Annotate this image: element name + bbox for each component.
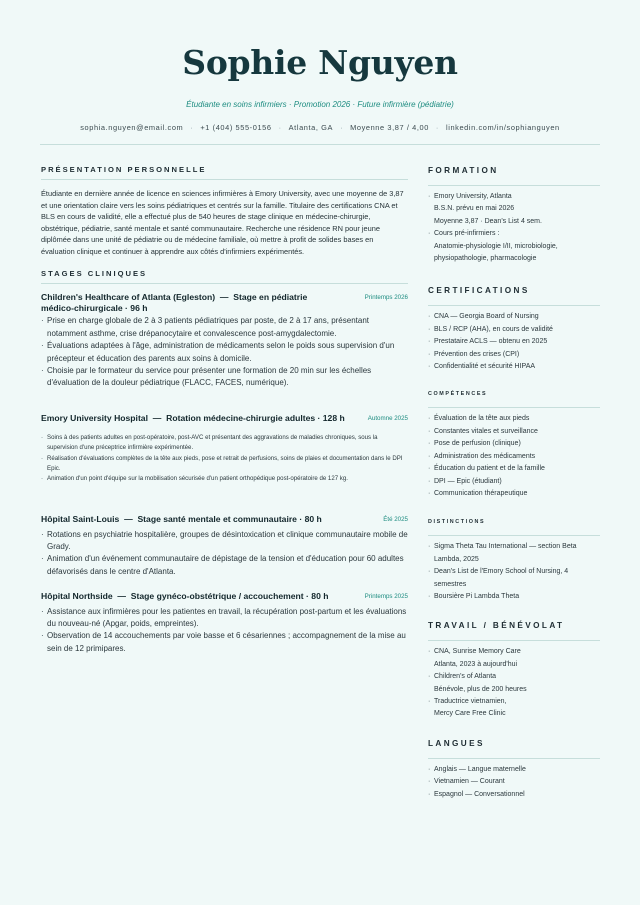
section-title: DISTINCTIONS: [428, 519, 486, 526]
contact-line: [40, 122, 600, 133]
job-entry: [41, 514, 408, 578]
job-entry: [41, 413, 408, 484]
job-role: Stage gynéco-obstétrique / accouchement · 80 h: [130, 591, 329, 602]
job-dash: —: [117, 591, 126, 602]
list-item: [428, 228, 600, 265]
list-item: · Espagnol — Conversationnel: [428, 789, 600, 801]
list-item: · Animation d'un point d'équipe sur la mobilisation sécurisée d'un patient orthopédique post-opératoire de 127 kg.: [41, 474, 408, 484]
job-date: Printemps 2026: [364, 293, 408, 301]
list-item: [428, 671, 600, 696]
list-item: [428, 591, 600, 603]
certifications-section: [428, 285, 600, 373]
job-place: Hôpital Saint-Louis: [41, 514, 120, 525]
list-item: · CNA — Georgia Board of Nursing: [428, 311, 600, 323]
contact-linkedin[interactable]: linkedin.com/in/sophianguyen: [445, 123, 560, 132]
section-title: FORMATION: [428, 166, 499, 175]
section-title: PRÉSENTATION PERSONNELLE: [41, 165, 207, 174]
job-place: Children's Healthcare of Atlanta (Egleston): [41, 291, 216, 302]
list-item: · Réalisation d'évaluations complètes de la tête aux pieds, pose et retrait de perfusions, soins de plaies et documentation dans le DPI Epic.: [41, 454, 408, 474]
job-date: Printemps 2025: [364, 593, 408, 601]
list-item: · Anglais — Langue maternelle: [428, 764, 600, 776]
job-dash: —: [124, 514, 133, 525]
job-role: Stage en pédiatrie médico-chirurgicale · 96 h: [41, 291, 308, 313]
experience-section: [41, 269, 408, 656]
section-divider: [428, 305, 600, 306]
job-dash: —: [152, 412, 162, 423]
contact-separator: ·: [340, 123, 344, 132]
formation-line: Anatomie-physiologie I/II, microbiologie,: [434, 242, 558, 250]
job-title: [41, 591, 361, 602]
section-divider: [428, 758, 600, 759]
section-title: COMPÉTENCES: [428, 391, 488, 398]
list-item: · Prévention des crises (CPI): [428, 349, 600, 361]
contact-separator: ·: [278, 123, 282, 132]
job-bullets: [41, 315, 408, 389]
job-entry: [41, 292, 408, 390]
formation-line: Emory University, Atlanta: [434, 193, 512, 200]
job-title: [41, 292, 341, 315]
section-title: CERTIFICATIONS: [428, 286, 530, 296]
formation-line: Cours pré-infirmiers :: [434, 230, 500, 238]
main-column: [41, 165, 408, 655]
contact-separator: ·: [190, 123, 194, 132]
sidebar-column: [428, 165, 600, 801]
list-item: · Vietnamien — Courant: [428, 776, 600, 788]
summary-section: [41, 165, 408, 258]
distinction-line: semestres: [434, 580, 467, 588]
summary-text: Étudiante en dernière année de licence en sciences infirmières à Emory University, avec une moyenne de 3,87 et une orientation claire vers les soins pédiatriques et centrés sur la famille. Titulaire des certifications CNA et BLS en cours de validité, elle a effectué plus de 540 heures de stage clinique en médecine-chirurgie, obstétrique, pédiatrie, santé mentale et santé communautaire. Recherche une résidence RN pour jeune diplômée dans une unité de pédiatrie ou de médecine familiale, où mettre à profit de solides bases en évaluation clinique et continuer à apprendre aux côtés d'infirmiers expérimentés.: [41, 189, 404, 256]
list-item: · Animation d'un événement communautaire de dépistage de la tension et d'éducation pour 60 adultes défavorisés dans le centre d'Atlanta.: [41, 553, 408, 578]
job-place: Hôpital Northside: [41, 591, 113, 602]
distinctions-section: [428, 518, 600, 603]
travail-line: Atlanta, 2023 à aujourd'hui: [434, 660, 518, 668]
competences-list: [428, 413, 600, 500]
travail-line: CNA, Sunrise Memory Care: [434, 648, 521, 656]
list-item: · Évaluation de la tête aux pieds: [428, 413, 600, 425]
list-item: · Rotations en psychiatrie hospitalière, groupes de désintoxication et clinique communautaire mobile de Grady.: [41, 529, 408, 554]
list-item: · Prise en charge globale de 2 à 3 patients pédiatriques par poste, de 2 à 17 ans, présentant notamment asthme, crise drépanocytaire et convalescence post-amygdalectomie.: [41, 315, 408, 340]
job-date: Automne 2025: [367, 414, 408, 422]
distinction-line: Lambda, 2025: [434, 555, 479, 563]
section-divider: [428, 407, 600, 408]
list-item: · Observation de 14 accouchements par voie basse et 6 césariennes ; accompagnement de la mise au sein de 12 primipares.: [41, 630, 408, 655]
formation-list: [428, 191, 600, 265]
job-dash: —: [219, 291, 229, 302]
candidate-tagline: Étudiante en soins infirmiers · Promotion 2026 · Future infirmière (pédiatrie): [186, 100, 454, 109]
travail-list: [428, 646, 600, 720]
list-item: [428, 566, 600, 591]
job-bullets: [41, 433, 408, 484]
list-item: · Évaluations adaptées à l'âge, administration de médicaments selon le poids sous supervision d'un précepteur et éducation des parents aux soins à domicile.: [41, 340, 408, 365]
formation-line: Moyenne 3,87 · Dean's List 4 sem.: [434, 217, 542, 225]
job-title: [41, 514, 331, 525]
certifications-list: [428, 311, 600, 373]
formation-section: [428, 165, 600, 265]
job-place: Emory University Hospital: [41, 412, 148, 423]
list-item: · BLS / RCP (AHA), en cours de validité: [428, 324, 600, 336]
list-item: · Administration des médicaments: [428, 451, 600, 463]
job-date: Été 2025: [383, 516, 408, 524]
list-item: [428, 696, 600, 721]
travail-section: [428, 620, 600, 720]
job-entry: [41, 591, 408, 655]
list-item: [428, 191, 600, 228]
formation-line: physiopathologie, pharmacologie: [434, 255, 537, 263]
candidate-name: Sophie Nguyen: [182, 43, 458, 82]
distinctions-list: [428, 541, 600, 603]
section-divider: [41, 179, 408, 180]
job-title: [41, 413, 361, 424]
list-item: · Soins à des patients adultes en post-opératoire, post-AVC et présentant des aggravations de maladies chroniques, sous la supervision d'une préceptrice infirmière expérimentée.: [41, 433, 408, 453]
header-divider: [40, 144, 600, 145]
list-item: [428, 646, 600, 671]
list-item: · DPI — Epic (étudiant): [428, 476, 600, 488]
job-bullets: [41, 606, 408, 656]
list-item: · Confidentialité et sécurité HIPAA: [428, 361, 600, 373]
job-role: Rotation médecine-chirurgie adultes · 128 h: [166, 412, 345, 423]
travail-line: Traductrice vietnamien,: [434, 697, 507, 705]
travail-line: Mercy Care Free Clinic: [434, 710, 506, 718]
list-item: · Communication thérapeutique: [428, 488, 600, 500]
list-item: [428, 541, 600, 566]
section-title: LANGUES: [428, 738, 485, 748]
list-item: · Pose de perfusion (clinique): [428, 438, 600, 450]
distinction-line: Dean's List de l'Emory School of Nursing, 4: [434, 568, 569, 576]
formation-line: B.S.N. prévu en mai 2026: [434, 205, 515, 213]
langues-list: [428, 764, 600, 801]
section-divider: [41, 283, 408, 284]
distinction-line: Boursière Pi Lambda Theta: [434, 592, 520, 600]
job-bullets: [41, 529, 408, 579]
job-role: Stage santé mentale et communautaire · 80 h: [137, 514, 322, 525]
travail-line: Bénévole, plus de 200 heures: [434, 685, 527, 693]
contact-separator: ·: [435, 123, 439, 132]
contact-phone[interactable]: +1 (404) 555-0156: [200, 123, 272, 132]
contact-location: Atlanta, GA: [288, 123, 334, 132]
section-divider: [428, 535, 600, 536]
langues-section: [428, 738, 600, 801]
contact-email[interactable]: sophia.nguyen@email.com: [80, 123, 184, 132]
resume-header: [40, 0, 600, 133]
list-item: · Éducation du patient et de la famille: [428, 463, 600, 475]
distinction-line: Sigma Theta Tau International — section Beta: [434, 543, 577, 551]
section-divider: [428, 640, 600, 641]
list-item: · Assistance aux infirmières pour les patientes en travail, la récupération post-partum et les évaluations du nouveau-né (Apgar, poids, empreintes).: [41, 606, 408, 631]
list-item: · Choisie par le formateur du service pour présenter une formation de 20 min sur les échelles d'évaluation de la douleur pédiatrique (FLACC, FACES, numérique).: [41, 365, 408, 390]
section-title: STAGES CLINIQUES: [41, 268, 148, 278]
list-item: · Prestataire ACLS — obtenu en 2025: [428, 336, 600, 348]
competences-section: [428, 390, 600, 500]
contact-gpa: Moyenne 3,87 / 4,00: [350, 123, 429, 132]
travail-line: Children's of Atlanta: [434, 673, 497, 681]
section-title: TRAVAIL / BÉNÉVOLAT: [428, 621, 565, 631]
list-item: · Constantes vitales et surveillance: [428, 426, 600, 438]
section-divider: [428, 185, 600, 186]
